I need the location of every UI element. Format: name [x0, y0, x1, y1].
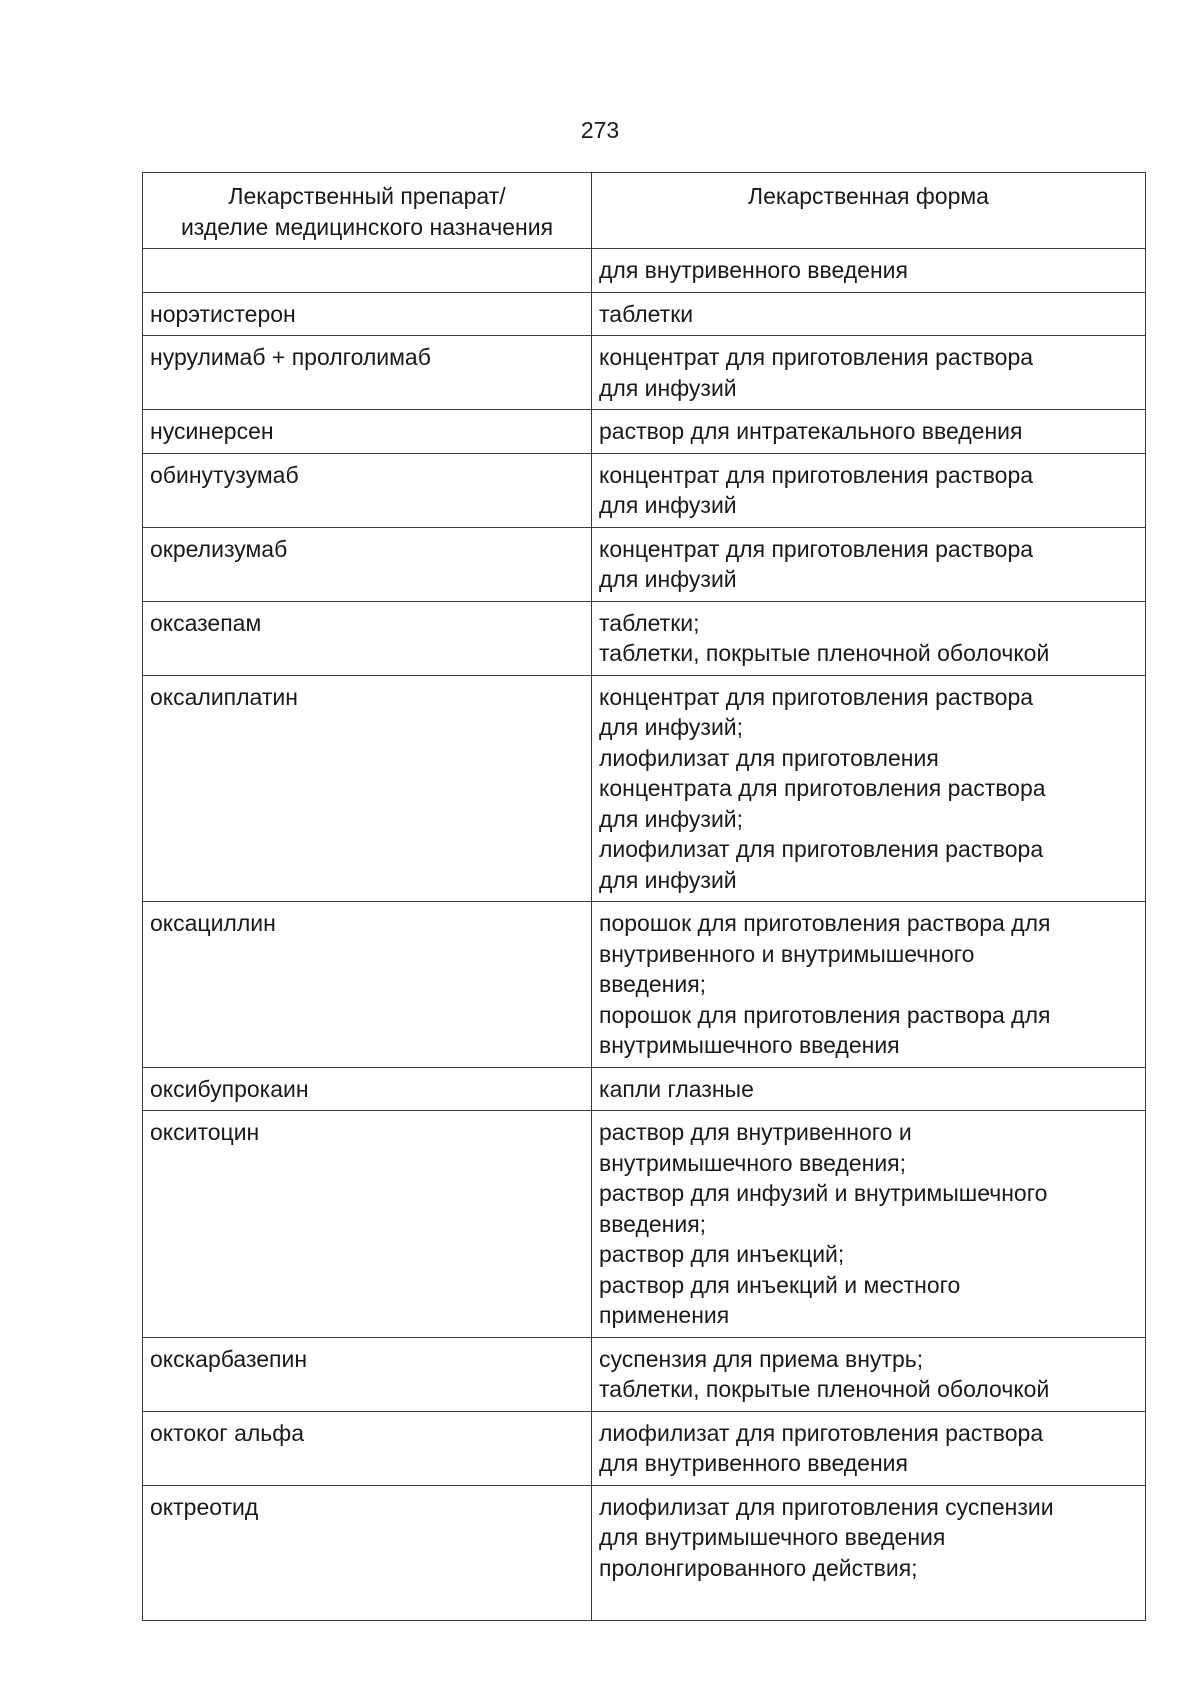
table-row [143, 675, 1146, 902]
dosage-form-cell [592, 1411, 1146, 1485]
table-row [143, 453, 1146, 527]
dosage-form-line: для внутривенного введения [599, 1450, 908, 1476]
dosage-form-line: для инфузий [599, 492, 737, 518]
dosage-form-line: таблетки; [599, 609, 700, 636]
dosage-form-line: порошок для приготовления раствора для [599, 910, 1051, 936]
dosage-form-line: раствор для внутривенного и [599, 1119, 912, 1145]
dosage-form-line: внутримышечного введения [599, 1032, 900, 1058]
drug-name-cell [143, 249, 592, 293]
drug-name-cell: окситоцин [143, 1111, 592, 1338]
table-row [143, 1485, 1146, 1620]
dosage-form-line: таблетки, покрытые пленочной оболочкой [599, 1376, 1050, 1402]
dosage-form-line [599, 1583, 1138, 1614]
table-row [143, 410, 1146, 454]
dosage-form-line: концентрат для приготовления раствора [599, 683, 1034, 710]
dosage-form-cell [592, 902, 1146, 1068]
dosage-form-cell [592, 336, 1146, 410]
header-drug [143, 173, 592, 249]
table-row [143, 249, 1146, 293]
header-form [592, 173, 1146, 249]
dosage-form-cell [592, 249, 1146, 293]
dosage-form-line: для инфузий [599, 374, 737, 401]
drug-name-cell: оксалиплатин [143, 675, 592, 902]
dosage-form-cell [592, 453, 1146, 527]
dosage-form-cell [592, 1067, 1146, 1111]
dosage-form-line: применения [599, 1302, 730, 1328]
dosage-form-line: раствор для инфузий и внутримышечного [599, 1180, 1048, 1206]
dosage-form-line: концентрат для приготовления раствора [599, 535, 1034, 562]
table-row [143, 902, 1146, 1068]
medication-table [142, 172, 1146, 1621]
dosage-form-line: внутривенного и внутримышечного [599, 940, 975, 967]
dosage-form-cell [592, 527, 1146, 601]
drug-name-cell: нурулимаб + пролголимаб [143, 336, 592, 410]
table-row [143, 1337, 1146, 1411]
table-row [143, 1111, 1146, 1338]
dosage-form-line: лиофилизат для приготовления [599, 744, 939, 771]
table-row [143, 1067, 1146, 1111]
drug-name-cell: окскарбазепин [143, 1337, 592, 1411]
dosage-form-line: лиофилизат для приготовления раствора [599, 1419, 1044, 1446]
header-drug-line: Лекарственный препарат/ [228, 183, 506, 209]
dosage-form-line: для инфузий; [599, 805, 744, 832]
drug-name-cell: оксациллин [143, 902, 592, 1068]
dosage-form-line: концентрата для приготовления раствора [599, 775, 1046, 801]
table-row [143, 336, 1146, 410]
dosage-form-line: порошок для приготовления раствора для [599, 1001, 1051, 1028]
dosage-form-line: для инфузий; [599, 714, 744, 740]
header-drug-line: изделие медицинского назначения [180, 213, 554, 240]
drug-name-cell: нусинерсен [143, 410, 592, 454]
dosage-form-line: таблетки, покрытые пленочной оболочкой [599, 640, 1050, 666]
drug-name-cell: обинутузумаб [143, 453, 592, 527]
table-body [143, 249, 1146, 1621]
drug-name-cell: октреотид [143, 1485, 592, 1620]
dosage-form-line: раствор для интратекального введения [599, 418, 1023, 444]
dosage-form-cell [592, 1485, 1146, 1620]
dosage-form-line: концентрат для приготовления раствора [599, 344, 1034, 370]
dosage-form-cell [592, 292, 1146, 336]
dosage-form-line: раствор для инъекций и местного [599, 1271, 961, 1298]
table-row [143, 292, 1146, 336]
table-row [143, 1411, 1146, 1485]
dosage-form-line: пролонгированного действия; [599, 1554, 918, 1581]
dosage-form-line: концентрат для приготовления раствора [599, 461, 1034, 488]
dosage-form-cell [592, 1111, 1146, 1338]
table-header [143, 173, 1146, 249]
dosage-form-line: внутримышечного введения; [599, 1149, 907, 1176]
drug-name-cell: норэтистерон [143, 292, 592, 336]
drug-name-cell: оксазепам [143, 601, 592, 675]
drug-name-cell: оксибупрокаин [143, 1067, 592, 1111]
dosage-form-cell [592, 675, 1146, 902]
dosage-form-line: для внутримышечного введения [599, 1524, 946, 1550]
dosage-form-line: для инфузий [599, 866, 737, 893]
dosage-form-line: раствор для инъекций; [599, 1241, 845, 1267]
dosage-form-cell [592, 410, 1146, 454]
dosage-form-line: суспензия для приема внутрь; [599, 1345, 924, 1372]
dosage-form-line: введения; [599, 1210, 707, 1237]
table-header-row [143, 173, 1146, 249]
header-form-line: Лекарственная форма [748, 183, 989, 209]
drug-name-cell: октоког альфа [143, 1411, 592, 1485]
dosage-form-line: лиофилизат для приготовления раствора [599, 836, 1044, 862]
dosage-form-line: введения; [599, 971, 707, 997]
dosage-form-line: для инфузий [599, 566, 737, 592]
dosage-form-line: для внутривенного введения [599, 257, 908, 283]
table-row [143, 601, 1146, 675]
dosage-form-line: лиофилизат для приготовления суспензии [599, 1493, 1054, 1520]
dosage-form-line: таблетки [599, 300, 694, 327]
dosage-form-cell [592, 1337, 1146, 1411]
table-row [143, 527, 1146, 601]
dosage-form-cell [592, 601, 1146, 675]
page-number: 273 [580, 117, 620, 143]
dosage-form-line: капли глазные [599, 1075, 754, 1102]
drug-name-cell: окрелизумаб [143, 527, 592, 601]
